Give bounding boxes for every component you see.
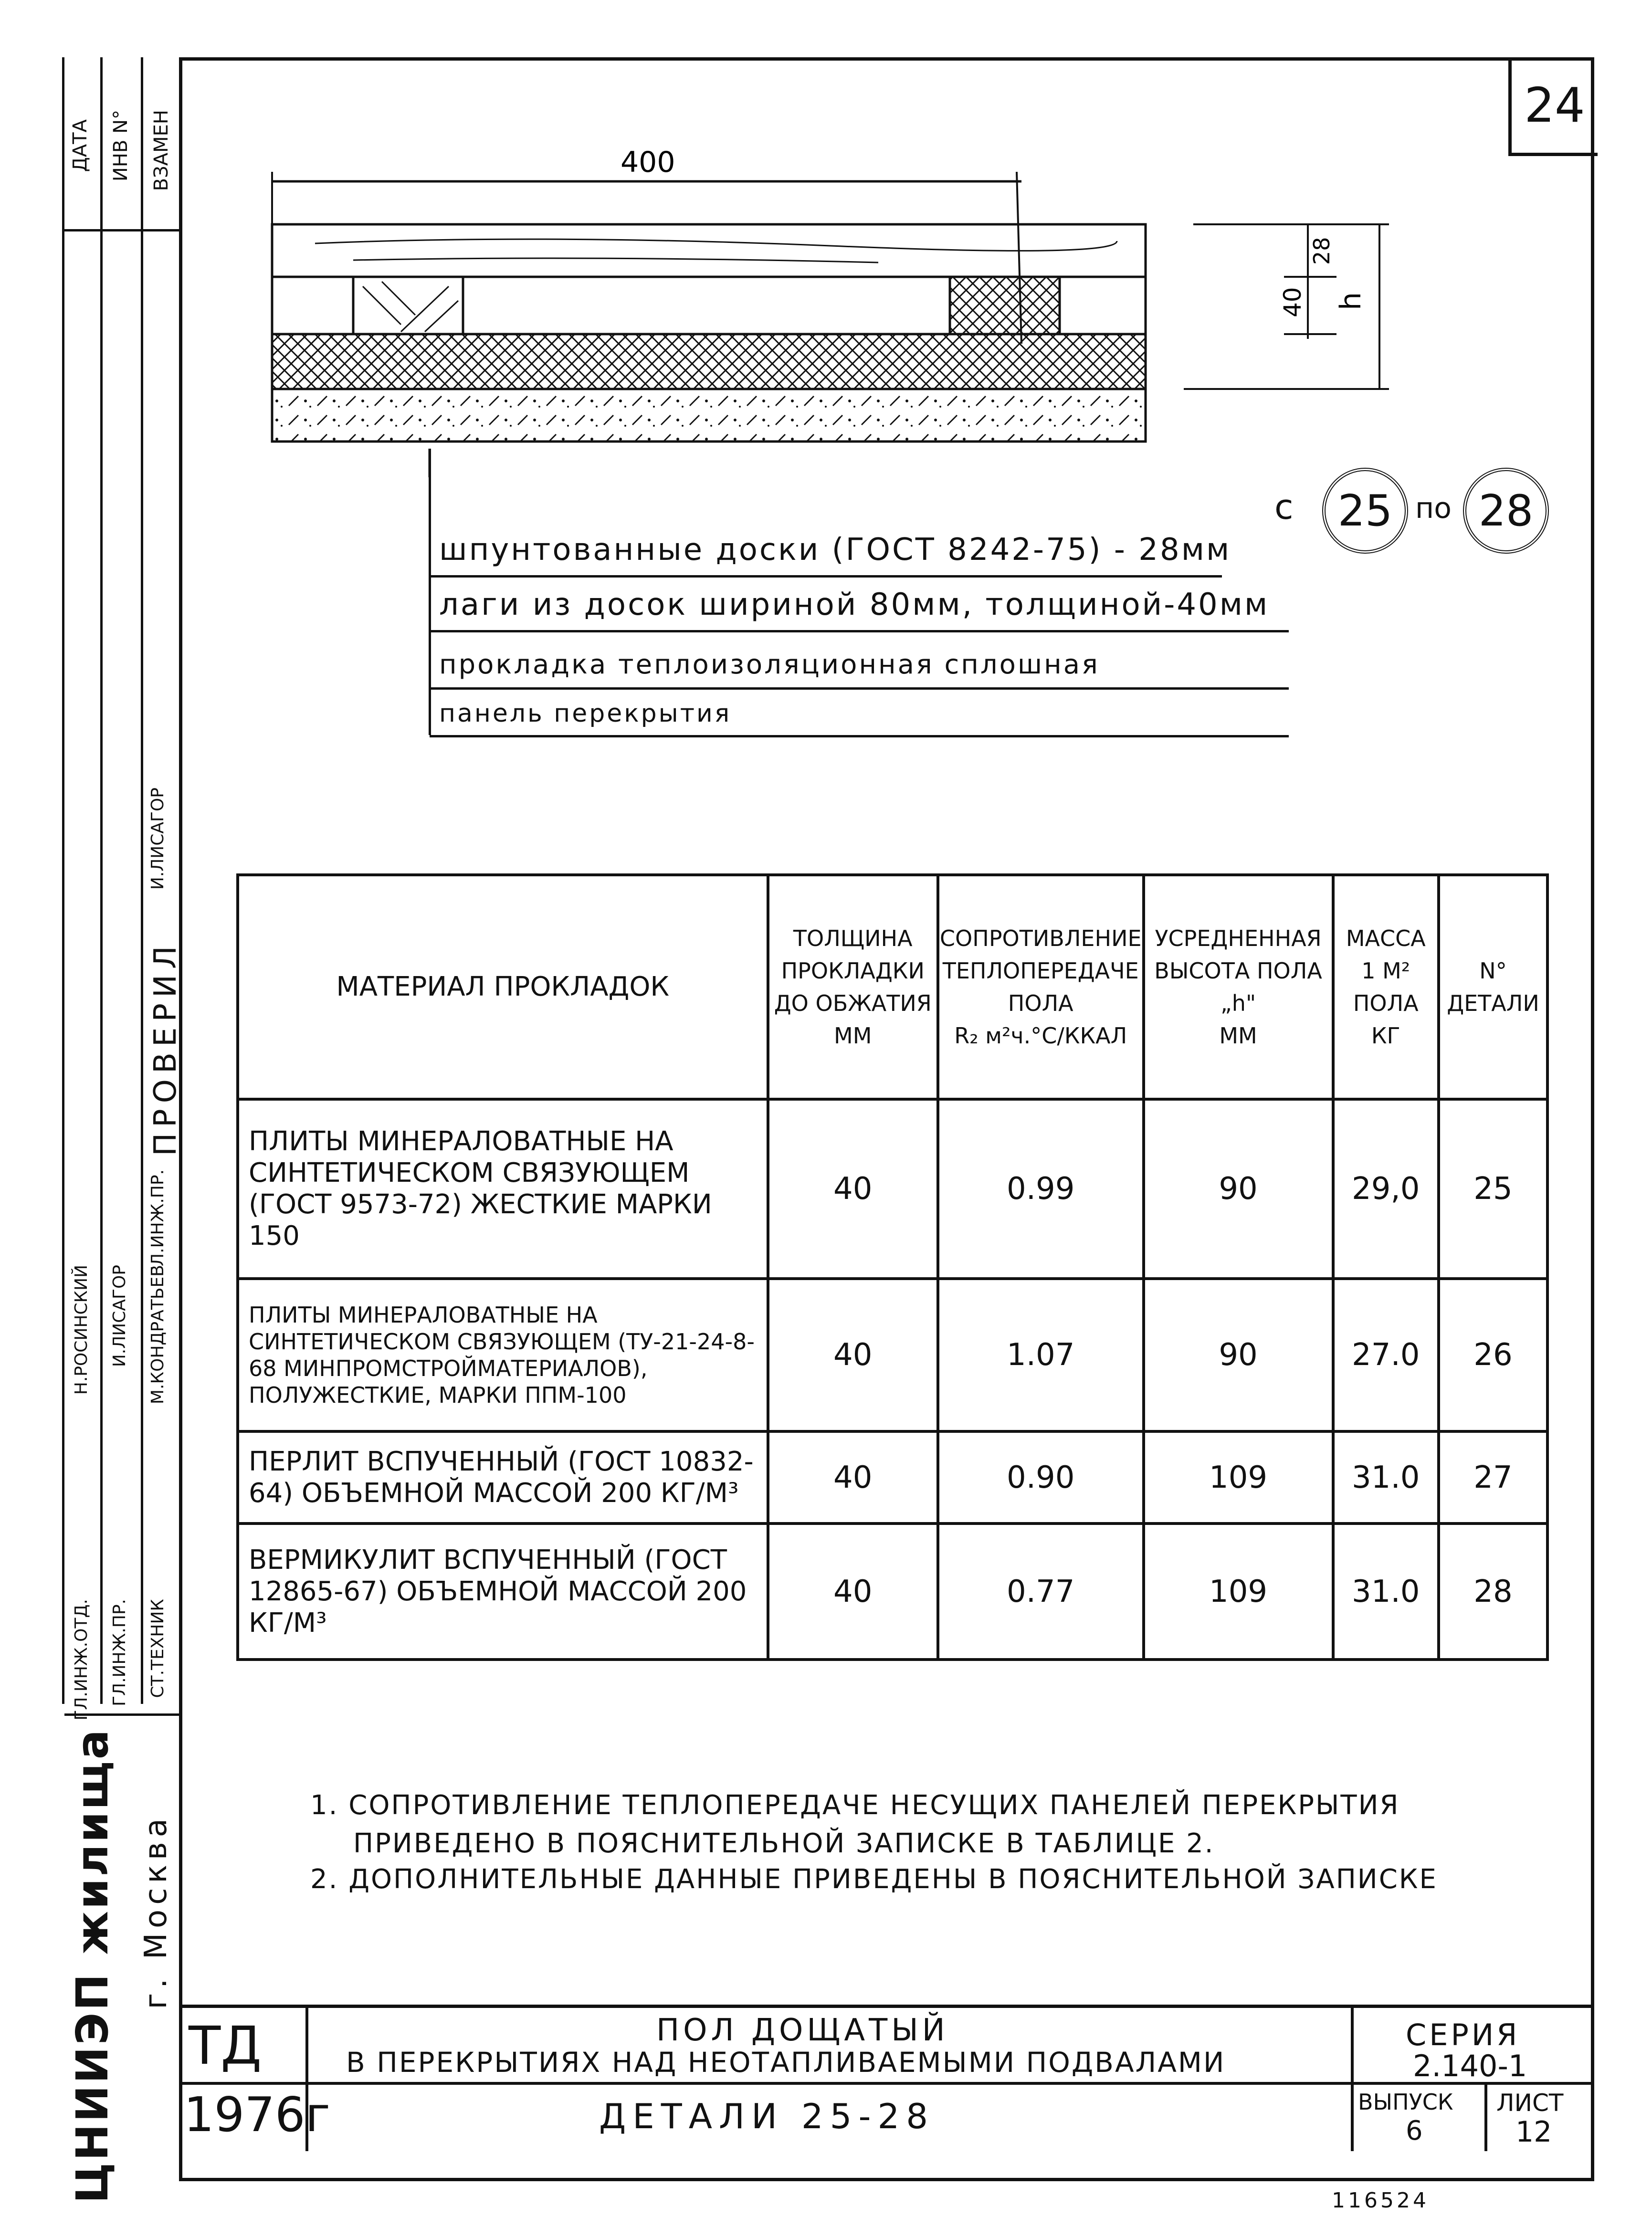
row-3-thickness: 40	[768, 1431, 938, 1524]
stamp-name-4: И.ЛИСАГОР	[148, 788, 168, 890]
row-1-detail: 25	[1439, 1099, 1547, 1279]
detail-to-circle: 28	[1463, 468, 1549, 554]
side-stamp	[62, 57, 183, 1721]
row-2-material: ПЛИТЫ МИНЕРАЛОВАТНЫЕ НА СИНТЕТИЧЕСКОМ СВЯЗУЮЩЕМ (ТУ-21-24-8-68 МИНПРОМСТРОЙМАТЕРИАЛОВ), ПОЛУЖЕСТКИЕ, МАРКИ ППМ-100	[238, 1279, 768, 1431]
row-4-material: ВЕРМИКУЛИТ ВСПУЧЕННЫЙ (ГОСТ 12865-67) ОБЪЕМНОЙ МАССОЙ 200 КГ/М³	[238, 1524, 768, 1660]
table-row	[238, 1279, 1547, 1431]
stamp-name-3: М.КОНДРАТЬЕВ	[148, 1265, 168, 1405]
row-3-material: ПЕРЛИТ ВСПУЧЕННЫЙ (ГОСТ 10832-64) ОБЪЕМНОЙ МАССОЙ 200 КГ/М³	[238, 1431, 768, 1524]
org-name: ЦНИИЭП жилища	[67, 1728, 118, 2204]
layer-4-text: панель перекрытия	[439, 699, 732, 728]
row-4-resistance: 0.77	[938, 1524, 1144, 1660]
table-header-row	[238, 875, 1547, 1099]
sheet-number: 24	[1508, 57, 1598, 156]
stamp-name-1: Н.РОСИНСКИЙ	[72, 1265, 91, 1395]
tb-code: ТД	[189, 2015, 262, 2076]
stamp-name-2: И.ЛИСАГОР	[110, 1265, 129, 1367]
tb-issue-value: 6	[1406, 2115, 1423, 2146]
table-row	[238, 1431, 1547, 1524]
row-1-thickness: 40	[768, 1099, 938, 1279]
layer-line-3	[430, 687, 1289, 690]
stamp-role-4: ГЛ.ИНЖ.ПР.	[148, 1169, 168, 1277]
tb-series-value: 2.140-1	[1413, 2049, 1527, 2083]
tb-issue-label: ВЫПУСК	[1358, 2089, 1453, 2115]
note-1: 1. СОПРОТИВЛЕНИЕ ТЕПЛОПЕРЕДАЧЕ НЕСУЩИХ ПАНЕЛЕЙ ПЕРЕКРЫТИЯ	[310, 1790, 1400, 1821]
header-resistance: СОПРОТИВЛЕНИЕ ТЕПЛОПЕРЕДАЧЕ ПОЛА R₂ м²ч.°С/ККАЛ	[938, 875, 1144, 1099]
row-2-detail: 26	[1439, 1279, 1547, 1431]
header-mass: МАССА 1 М² ПОЛА КГ	[1333, 875, 1439, 1099]
leader-line	[429, 449, 431, 735]
tb-title-2: В ПЕРЕКРЫТИЯХ НАД НЕОТАПЛИВАЕМЫМИ ПОДВАЛАМИ	[346, 2046, 1226, 2079]
floor-section-drawing	[258, 143, 1432, 477]
header-detail: N° ДЕТАЛИ	[1439, 875, 1547, 1099]
row-2-mass: 27.0	[1333, 1279, 1439, 1431]
header-material: МАТЕРИАЛ ПРОКЛАДОК	[238, 875, 768, 1099]
title-block	[179, 2005, 1594, 2151]
stamp-inv-label: ИНВ N°	[110, 110, 132, 182]
row-3-height: 109	[1144, 1431, 1333, 1524]
layer-2-text: лаги из досок шириной 80мм, толщиной-40мм	[439, 587, 1270, 622]
dim-28: 28	[1309, 237, 1335, 265]
note-2: 2. ДОПОЛНИТЕЛЬНЫЕ ДАННЫЕ ПРИВЕДЕНЫ В ПОЯСНИТЕЛЬНОЙ ЗАПИСКЕ	[310, 1864, 1438, 1895]
row-4-detail: 28	[1439, 1524, 1547, 1660]
stamp-role-1: ГЛ.ИНЖ.ОТД.	[72, 1599, 91, 1721]
range-from-label: с	[1274, 487, 1294, 527]
note-1-cont: ПРИВЕДЕНО В ПОЯСНИТЕЛЬНОЙ ЗАПИСКЕ В ТАБЛИЦЕ 2.	[353, 1828, 1215, 1859]
row-1-mass: 29,0	[1333, 1099, 1439, 1279]
row-1-material: ПЛИТЫ МИНЕРАЛОВАТНЫЕ НА СИНТЕТИЧЕСКОМ СВЯЗУЮЩЕМ (ГОСТ 9573-72) ЖЕСТКИЕ МАРКИ 150	[238, 1099, 768, 1279]
tb-year: 1976г	[184, 2087, 331, 2143]
tb-sheet-value: 12	[1515, 2115, 1552, 2149]
layer-line-1	[430, 575, 1222, 578]
dim-400: 400	[621, 146, 675, 179]
org-city: г. Москва	[138, 1814, 174, 2009]
row-2-resistance: 1.07	[938, 1279, 1144, 1431]
row-4-mass: 31.0	[1333, 1524, 1439, 1660]
slab-layer	[272, 389, 1146, 441]
layer-line-4	[430, 735, 1289, 737]
layer-line-2	[430, 630, 1289, 632]
row-1-height: 90	[1144, 1099, 1333, 1279]
tb-subtitle: ДЕТАЛИ 25-28	[599, 2096, 935, 2136]
header-thickness: ТОЛЩИНА ПРОКЛАДКИ ДО ОБЖАТИЯ ММ	[768, 875, 938, 1099]
layer-3-text: прокладка теплоизоляционная сплошная	[439, 649, 1100, 680]
row-3-resistance: 0.90	[938, 1431, 1144, 1524]
bottom-inventory-number: 116524	[1332, 2188, 1429, 2213]
row-1-resistance: 0.99	[938, 1099, 1144, 1279]
tb-title-1: ПОЛ ДОЩАТЫЙ	[656, 2013, 949, 2048]
row-2-thickness: 40	[768, 1279, 938, 1431]
table-row	[238, 1099, 1547, 1279]
row-4-thickness: 40	[768, 1524, 938, 1660]
stamp-checked-label: ПРОВЕРИЛ	[148, 940, 183, 1156]
layer-1-text: шпунтованные доски (ГОСТ 8242-75) - 28мм	[439, 532, 1231, 567]
stamp-role-3: СТ.ТЕХНИК	[148, 1599, 168, 1698]
insulation-layer	[272, 334, 1146, 389]
row-4-height: 109	[1144, 1524, 1333, 1660]
dim-h: h	[1334, 292, 1368, 310]
stamp-replace-label: ВЗАМЕН	[150, 110, 172, 191]
stamp-date-label: ДАТА	[69, 119, 91, 172]
header-height: УСРЕДНЕННАЯ ВЫСОТА ПОЛА „h" ММ	[1144, 875, 1333, 1099]
dim-40: 40	[1279, 287, 1306, 317]
materials-table	[236, 873, 1549, 1661]
row-3-detail: 27	[1439, 1431, 1547, 1524]
row-3-mass: 31.0	[1333, 1431, 1439, 1524]
range-to-label: по	[1415, 492, 1452, 525]
table-row	[238, 1524, 1547, 1660]
joist-right	[950, 277, 1060, 334]
row-2-height: 90	[1144, 1279, 1333, 1431]
tb-sheet-label: ЛИСТ	[1496, 2089, 1564, 2117]
detail-from-circle: 25	[1322, 468, 1408, 554]
stamp-role-2: ГЛ.ИНЖ.ПР.	[110, 1599, 129, 1706]
tb-series-label: СЕРИЯ	[1406, 2017, 1520, 2052]
